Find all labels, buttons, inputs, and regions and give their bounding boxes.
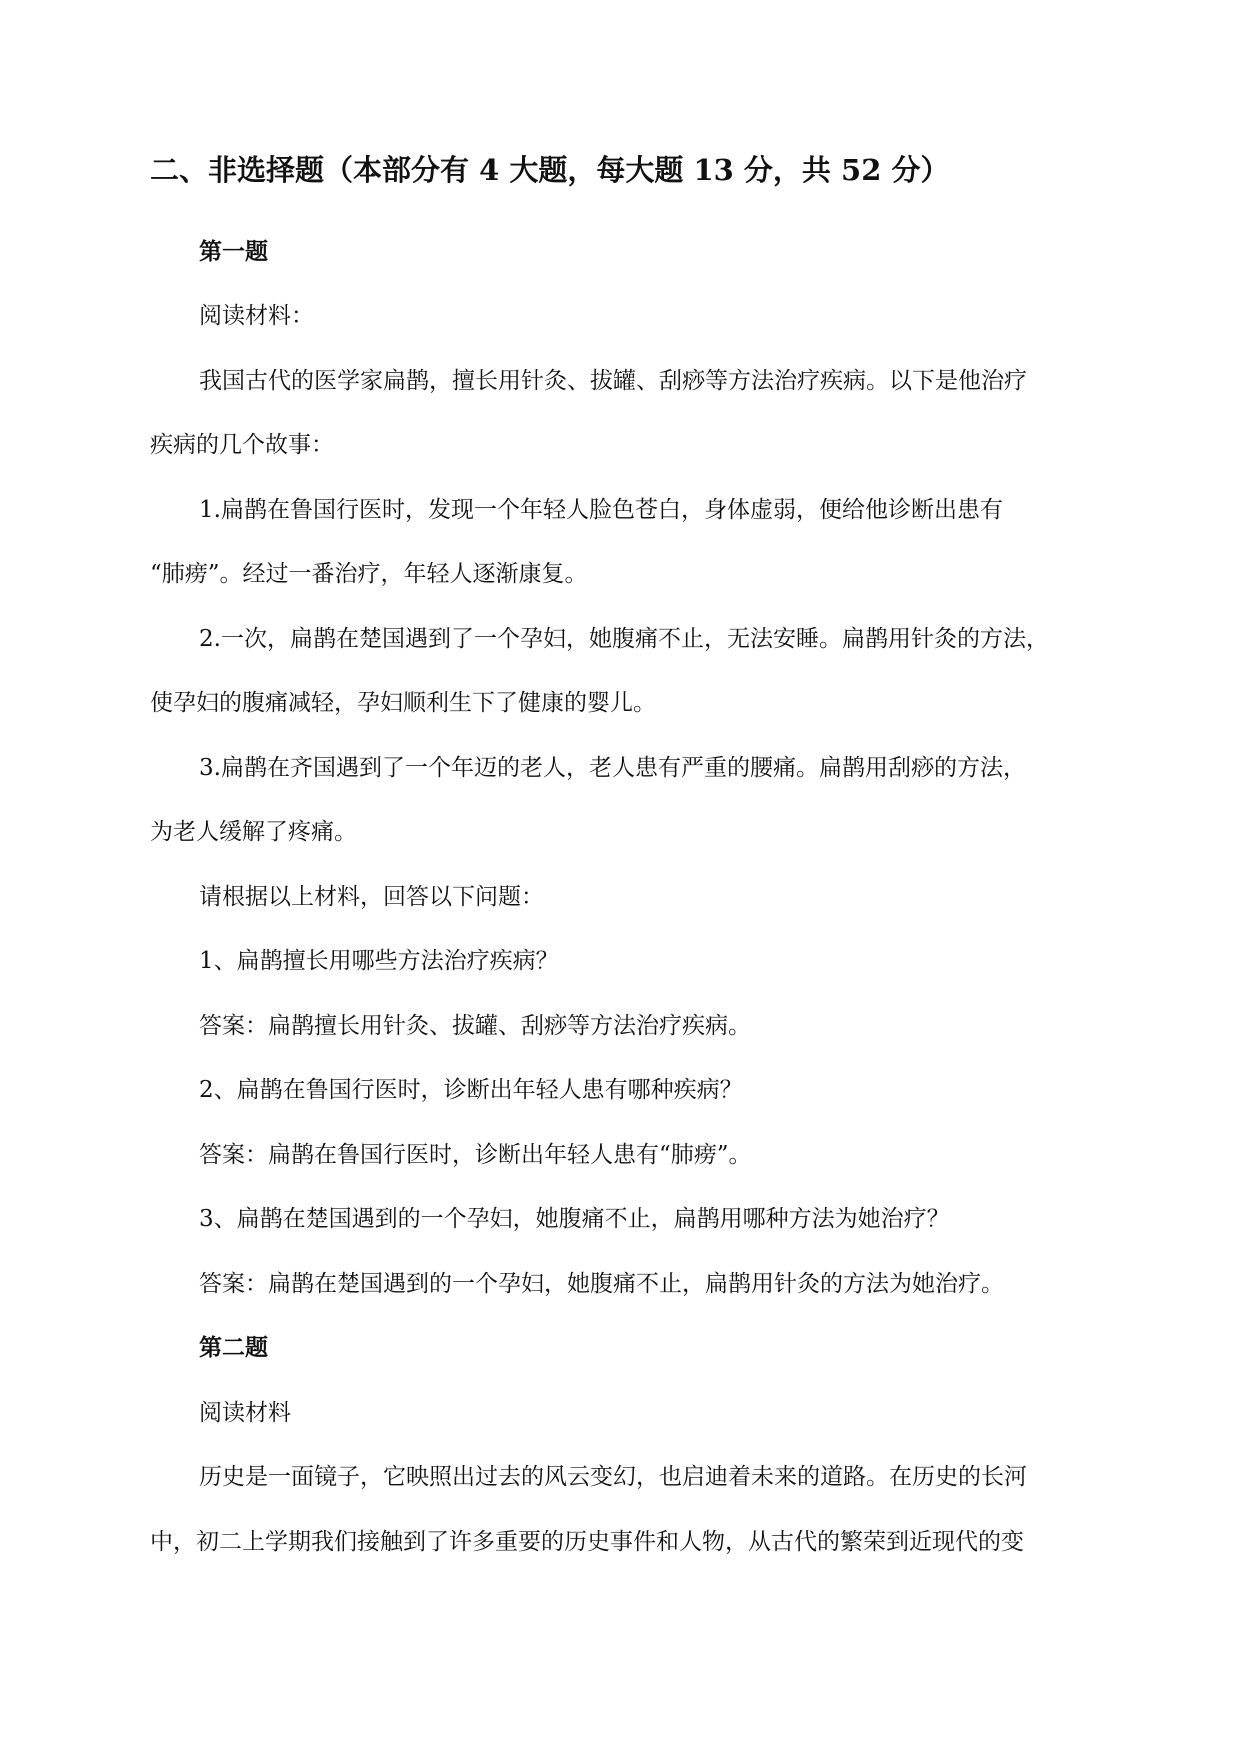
q1-story-2-line: 使孕妇的腹痛减轻，孕妇顺利生下了健康的婴儿。 — [150, 690, 656, 716]
q1-answer-2: 答案：扁鹊在鲁国行医时，诊断出年轻人患有“肺痨”。 — [199, 1142, 752, 1168]
section-title: 二、非选择题（本部分有 4 大题，每大题 13 分，共 52 分） — [150, 153, 950, 187]
q1-prompt: 请根据以上材料，回答以下问题： — [199, 884, 544, 910]
q1-question-2: 2、扁鹊在鲁国行医时，诊断出年轻人患有哪种疾病？ — [199, 1077, 743, 1103]
question-1-heading: 第一题 — [199, 238, 268, 265]
q1-story-1-line: 1.扁鹊在鲁国行医时，发现一个年轻人脸色苍白，身体虚弱，便给他诊断出患有 — [199, 497, 1003, 523]
q1-answer-1: 答案：扁鹊擅长用针灸、拔罐、刮痧等方法治疗疾病。 — [199, 1013, 751, 1039]
q1-intro: 阅读材料： — [199, 303, 314, 329]
q1-question-3: 3、扁鹊在楚国遇到的一个孕妇，她腹痛不止，扁鹊用哪种方法为她治疗？ — [199, 1206, 950, 1232]
q1-story-2-line: 2.一次，扁鹊在楚国遇到了一个孕妇，她腹痛不止，无法安睡。扁鹊用针灸的方法， — [199, 626, 1049, 652]
question-2-heading: 第二题 — [199, 1334, 268, 1361]
q2-paragraph-line: 中，初二上学期我们接触到了许多重要的历史事件和人物，从古代的繁荣到近现代的变 — [150, 1529, 1024, 1555]
q2-paragraph-line: 历史是一面镜子，它映照出过去的风云变幻，也启迪着未来的道路。在历史的长河 — [199, 1464, 1027, 1490]
q1-story-3-line: 3.扁鹊在齐国遇到了一个年迈的老人，老人患有严重的腰痛。扁鹊用刮痧的方法， — [199, 755, 1026, 781]
q1-paragraph-line: 疾病的几个故事： — [150, 432, 334, 458]
q1-story-3-line: 为老人缓解了疼痛。 — [150, 819, 357, 845]
q1-story-1-line: “肺痨”。经过一番治疗，年轻人逐渐康复。 — [150, 561, 588, 587]
q1-paragraph-line: 我国古代的医学家扁鹊，擅长用针灸、拔罐、刮痧等方法治疗疾病。以下是他治疗 — [199, 368, 1027, 394]
q1-question-1: 1、扁鹊擅长用哪些方法治疗疾病？ — [199, 948, 559, 974]
q2-intro: 阅读材料 — [199, 1400, 291, 1426]
q1-answer-3: 答案：扁鹊在楚国遇到的一个孕妇，她腹痛不止，扁鹊用针灸的方法为她治疗。 — [199, 1271, 1004, 1297]
